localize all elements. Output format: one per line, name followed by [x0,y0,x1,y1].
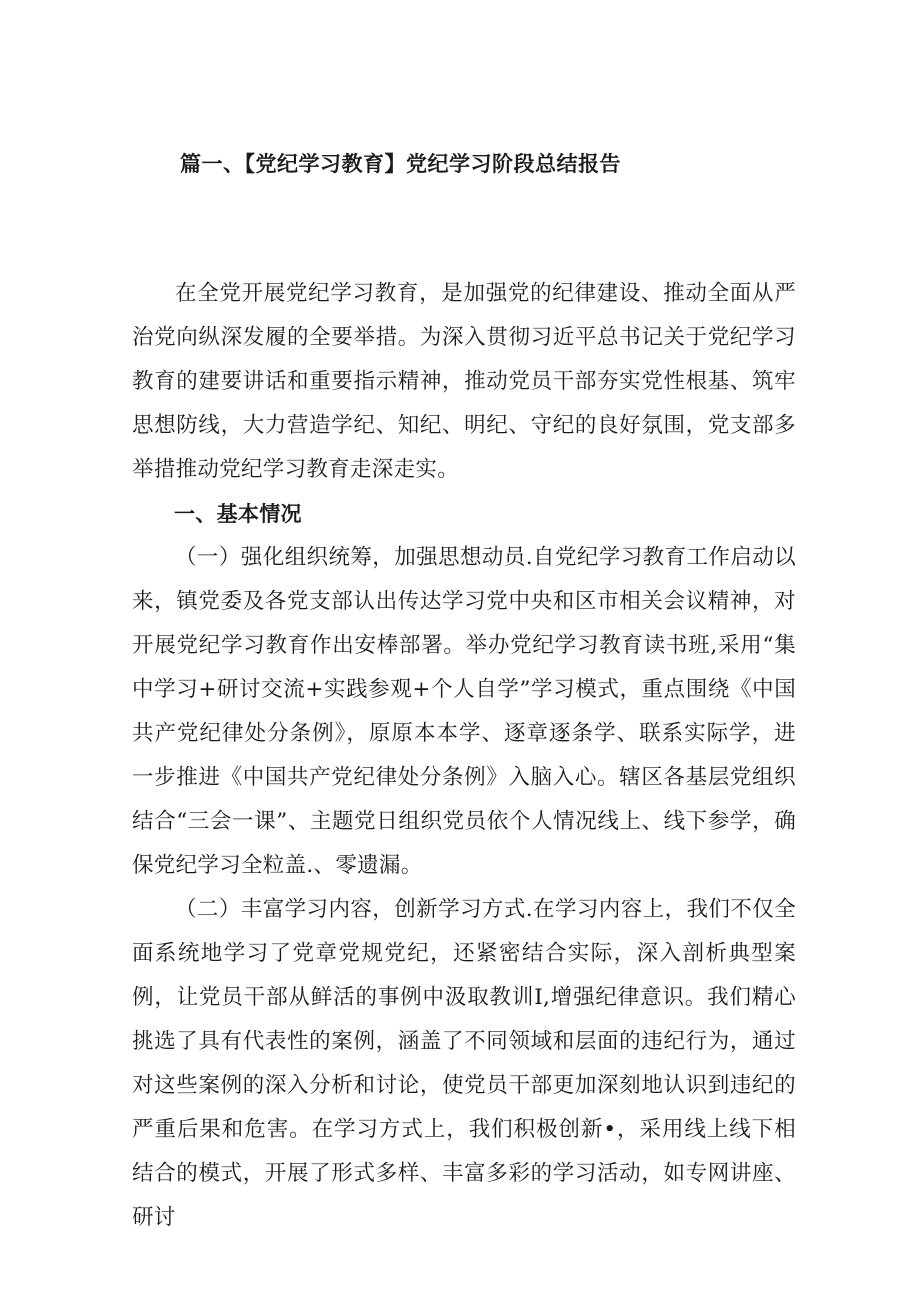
item-paragraph-1: （一）强化组织统筹，加强思想动员.自党纪学习教育工作启动以来，镇党委及各党支部认出传达学习党中央和区市相关会议精神，对开展党纪学习教育作出安棒部署。举办党纪学习教育读书班,采用“集中学习+研讨交流+实践参观+个人自学”学习模式，重点围绕《中国共产党纪律处分条例》，原原本本学、逐章逐条学、联系实际学，进一步推进《中国共产党纪律处分条例》入脑入心。辖区各基层党组织结合“三会一课”、主题党日组织党员依个人情况线上、线下参学，确保党纪学习全粒盖.、零遗漏。 [132,545,796,878]
item-paragraph-2: （二）丰富学习内容，创新学习方式.在学习内容上，我们不仅全面系统地学习了党章党规党纪，还紧密结合实际，深入剖析典型案例，让党员干部从鲜活的事例中汲取教训I,增强纪律意识。我们精心挑选了具有代表性的案例，涵盖了不同领域和层面的违纪行为，通过对这些案例的深入分析和讨论，使党员干部更加深刻地认识到违纪的严重后果和危害。在学习方式上，我们积极创新•，采用线上线下相结合的模式，开展了形式多样、丰富多彩的学习活动，如专网讲座、研讨 [132,897,796,1230]
intro-paragraph: 在全党开展党纪学习教育，是加强党的纪律建设、推动全面从严治党向纵深发履的全要举措。为深入贯彻习近平总书记关于党纪学习教育的建要讲话和重要指示精神，推动党员干部夯实党性根基、筑牢思想防线，大力营造学纪、知纪、明纪、守纪的良好氛围，党支部多举措推动党纪学习教育走深走实。 [132,281,796,482]
section-heading-basic-situation: 一、基本情况 [174,501,302,526]
document-title: 篇一、【党纪学习教育】党纪学习阶段总结报告 [180,151,621,176]
document-body [132,272,796,1240]
